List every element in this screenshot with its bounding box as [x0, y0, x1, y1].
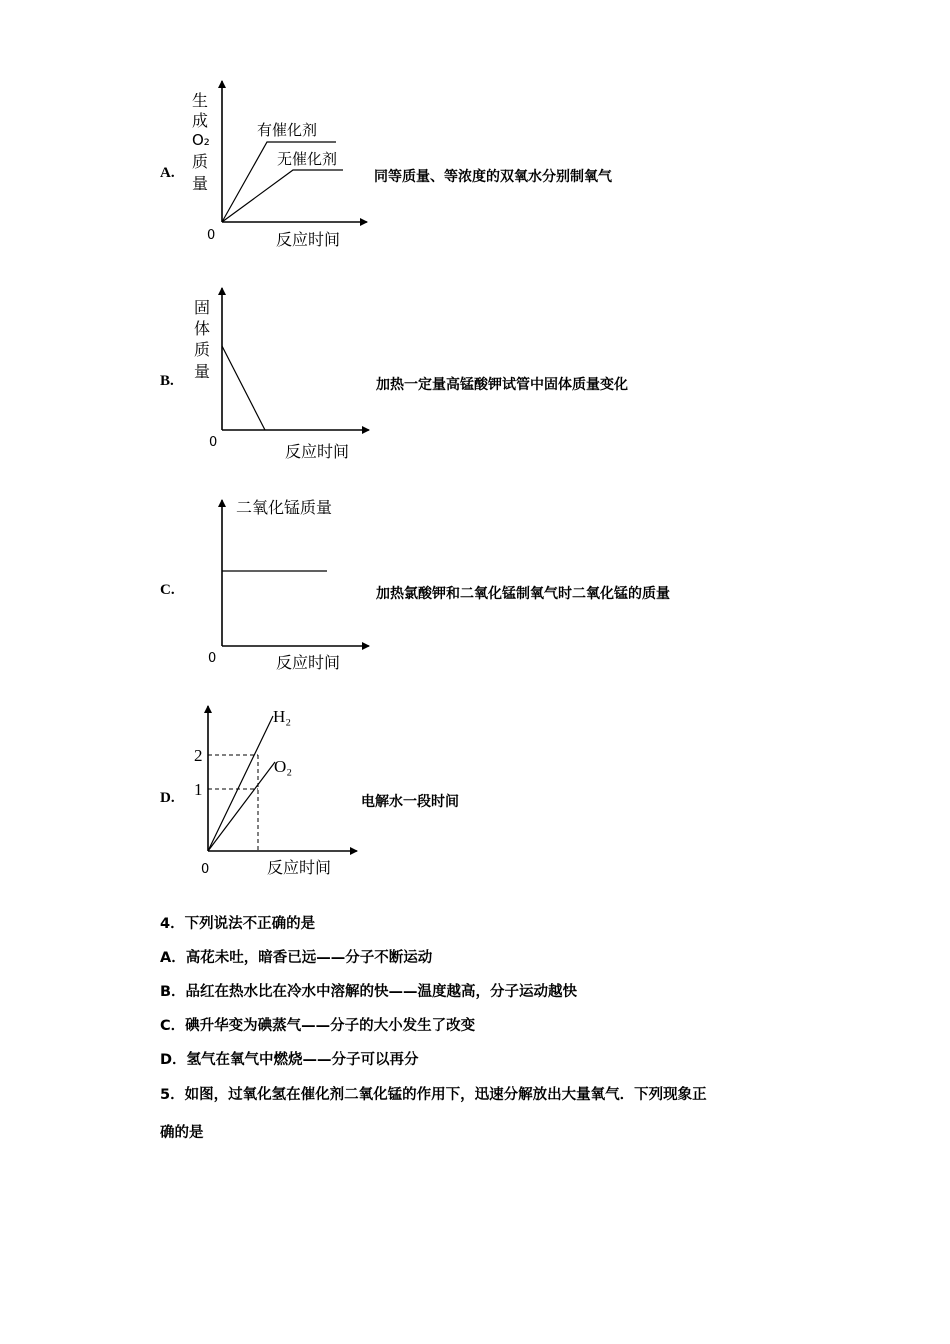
graph-b-y-label-4: 量	[194, 362, 211, 381]
graph-c-y-label: 二氧化锰质量	[236, 498, 333, 517]
graph-a-origin: 0	[207, 228, 216, 243]
option-a-letter: A.	[160, 165, 175, 181]
option-b-caption: 加热一定量高锰酸钾试管中固体质量变化	[376, 377, 628, 393]
graph-a-x-label: 反应时间	[276, 230, 341, 249]
question-5-stem-line-1: 5．如图，过氧化氢在催化剂二氧化锰的作用下，迅速分解放出大量氧气．下列现象正	[160, 1087, 707, 1103]
graph-d	[185, 700, 375, 880]
graph-a-label-no-catalyst: 无催化剂	[277, 150, 338, 168]
graph-a-y-label-4: 质	[192, 152, 209, 171]
graph-d-tick-2: 2	[194, 746, 203, 765]
graph-d-origin: 0	[201, 862, 210, 877]
graph-b-origin: 0	[209, 435, 218, 450]
graph-a-y-label-1: 生	[192, 91, 209, 110]
graph-d-label-o2: O₂	[274, 757, 293, 776]
question-4-choice-a: A．高花未吐，暗香已远——分子不断运动	[160, 950, 433, 966]
graph-d-x-label: 反应时间	[267, 858, 332, 877]
graph-c	[185, 492, 385, 674]
graph-d-label-h2: H₂	[273, 707, 292, 726]
graph-b-y-label-2: 体	[194, 319, 211, 338]
graph-d-tick-1: 1	[194, 780, 203, 799]
graph-b-y-label-3: 质	[194, 340, 211, 359]
question-4-choice-d: D．氢气在氧气中燃烧——分子可以再分	[160, 1052, 419, 1068]
graph-a-y-label-2: 成	[192, 111, 209, 130]
graph-a-no-catalyst-line	[222, 170, 343, 222]
question-4-stem: 4．下列说法不正确的是	[160, 916, 316, 932]
option-d-letter: D.	[160, 790, 175, 806]
graph-d-o2-line	[208, 762, 275, 851]
graph-c-x-label: 反应时间	[276, 653, 341, 672]
question-5-stem-line-2: 确的是	[160, 1125, 204, 1141]
option-d-caption: 电解水一段时间	[361, 794, 459, 810]
option-c-letter: C.	[160, 582, 175, 598]
option-a-caption: 同等质量、等浓度的双氧水分别制氧气	[374, 169, 612, 185]
graph-b-x-label: 反应时间	[285, 442, 350, 461]
option-b-letter: B.	[160, 373, 174, 389]
graph-d-h2-line	[208, 716, 273, 851]
question-4-choice-b: B．品红在热水比在冷水中溶解的快——温度越高，分子运动越快	[160, 984, 578, 1000]
graph-a-y-label-5: 量	[192, 174, 209, 193]
graph-c-origin: 0	[208, 651, 217, 666]
graph-b	[185, 282, 385, 462]
option-c-caption: 加热氯酸钾和二氧化锰制氧气时二氧化锰的质量	[376, 586, 670, 602]
graph-b-mass-line	[222, 346, 265, 430]
graph-a-label-catalyst: 有催化剂	[257, 121, 318, 139]
graph-b-y-label-1: 固	[194, 298, 211, 317]
graph-a	[185, 75, 385, 250]
question-4-choice-c: C．碘升华变为碘蒸气——分子的大小发生了改变	[160, 1018, 476, 1034]
graph-a-y-label-3: O₂	[192, 131, 210, 149]
